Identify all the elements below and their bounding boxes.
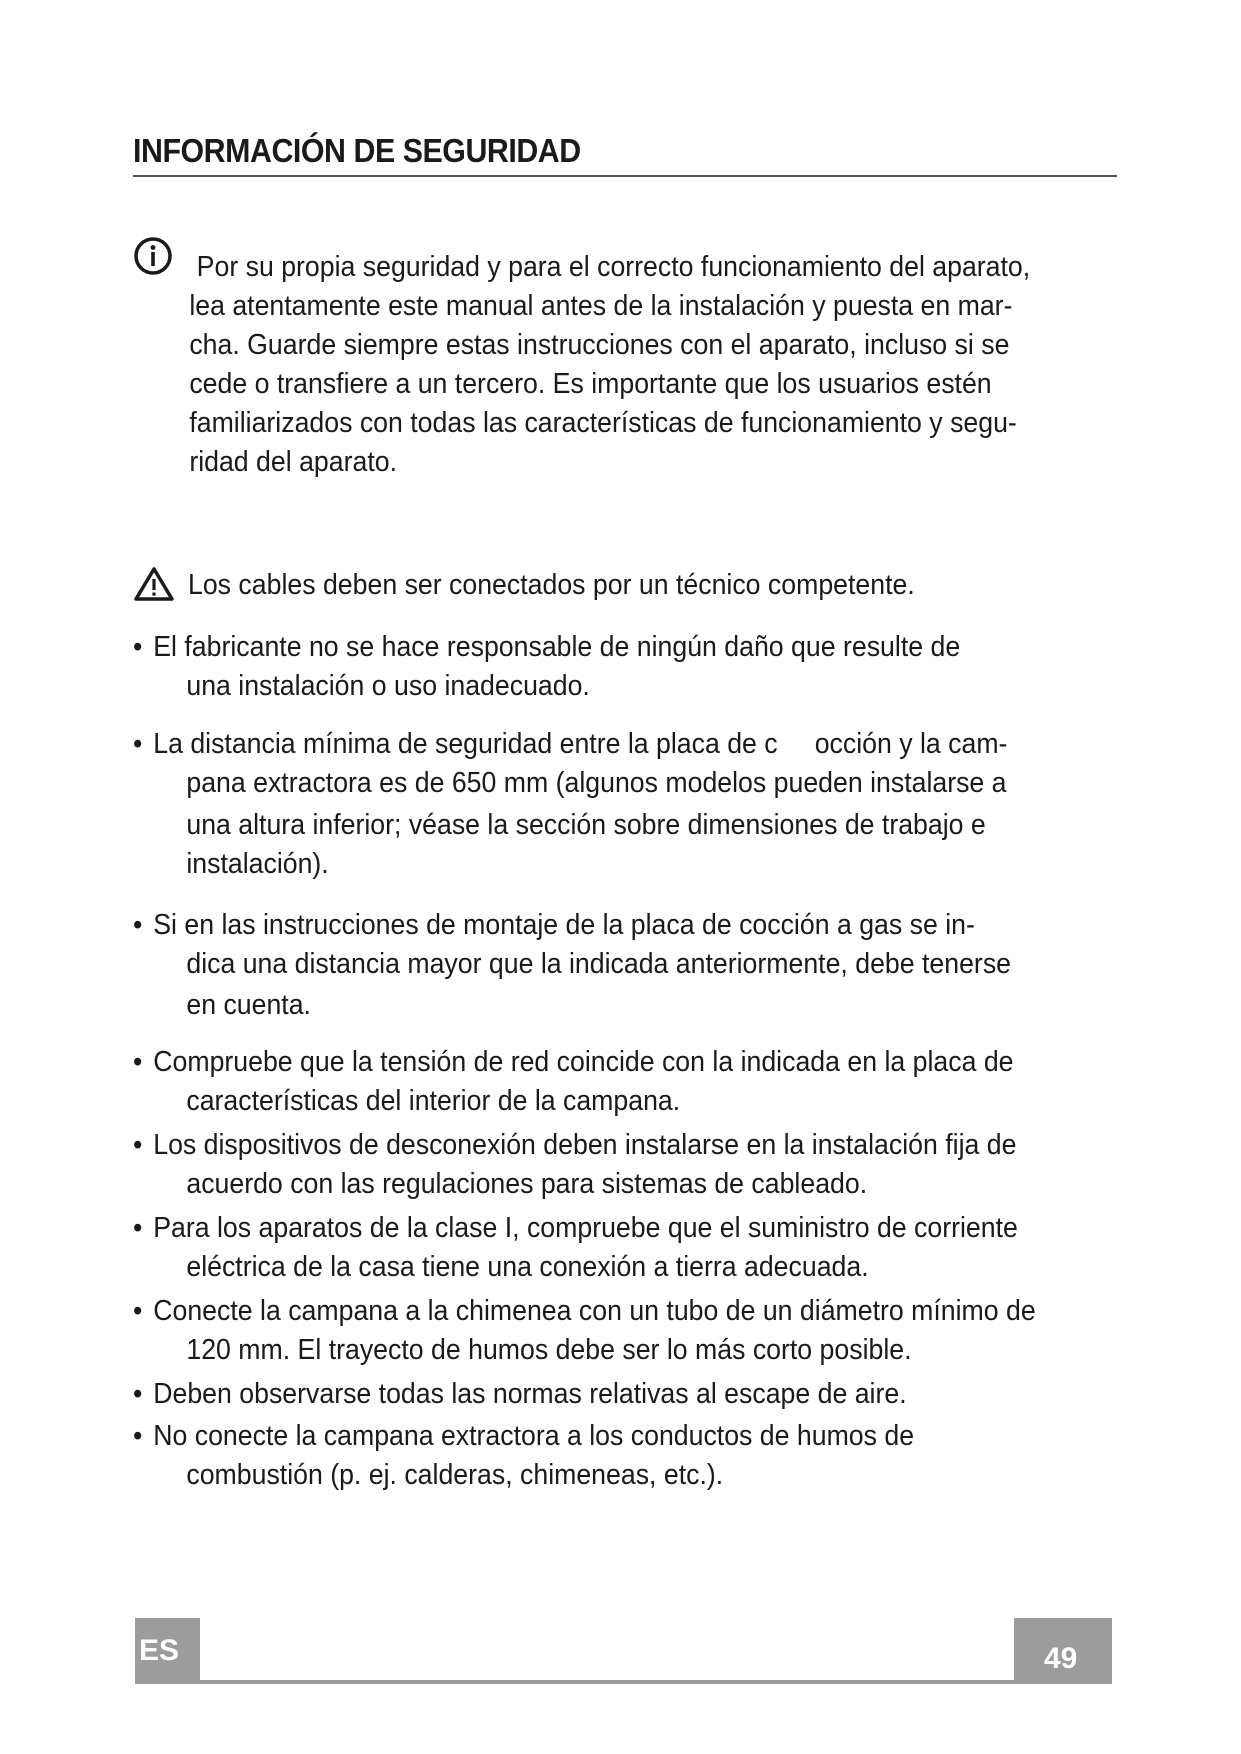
title-underline [133, 175, 1117, 177]
page-number: 49 [1044, 1642, 1078, 1675]
list-item-text: eléctrica de la casa tiene una conexión a tierra adecuada. [186, 1251, 869, 1283]
list-item [133, 1292, 1053, 1370]
bullet-dot: • [133, 631, 143, 663]
language-badge [135, 1618, 200, 1684]
list-item-text: El fabricante no se hace responsable de ningún daño que resulte de [153, 631, 961, 663]
bullet-dot: • [133, 1295, 143, 1327]
list-item-text: pana extractora es de 650 mm (algunos modelos pueden instalarse a [186, 767, 1007, 799]
list-item [133, 1375, 1053, 1414]
list-item-text: Para los aparatos de la clase I, compruebe que el suministro de corriente [153, 1212, 1018, 1244]
list-item-text: Compruebe que la tensión de red coincide con la indicada en la placa de [153, 1046, 1014, 1078]
language-label: ES [139, 1634, 180, 1667]
list-item [133, 1417, 1053, 1495]
intro-line: cede o transfiere a un tercero. Es importante que los usuarios estén [189, 368, 992, 400]
footer-rule [135, 1680, 1112, 1684]
list-item [133, 628, 1053, 706]
list-item-text: Deben observarse todas las normas relativas al escape de aire. [153, 1378, 907, 1410]
list-item [133, 906, 1053, 1025]
bullet-dot: • [133, 909, 143, 941]
bullet-dot: • [133, 1378, 143, 1410]
intro-paragraph [189, 248, 1047, 482]
bullet-dot: • [133, 728, 143, 760]
bullet-dot: • [133, 1212, 143, 1244]
intro-line: Por su propia seguridad y para el correcto funcionamiento del aparato, [196, 251, 1031, 283]
list-item-text: No conecte la campana extractora a los conductos de humos de [153, 1420, 915, 1452]
list-item-text: Conecte la campana a la chimenea con un tubo de un diámetro mínimo de [153, 1295, 1036, 1327]
bullet-dot: • [133, 1129, 143, 1161]
list-item-text: Si en las instrucciones de montaje de la placa de cocción a gas se in- [153, 909, 975, 941]
intro-line: cha. Guarde siempre estas instrucciones con el aparato, incluso si se [189, 329, 1010, 361]
list-item-text: una instalación o uso inadecuado. [186, 670, 590, 702]
list-item [133, 1126, 1053, 1204]
list-item-text: acuerdo con las regulaciones para sistemas de cableado. [186, 1168, 868, 1200]
list-item-text: Los dispositivos de desconexión deben instalarse en la instalación fija de [153, 1129, 1017, 1161]
list-item-text: instalación). [186, 848, 329, 880]
bullet-dot: • [133, 1420, 143, 1452]
info-circle-icon [133, 236, 173, 276]
warning-triangle-icon [133, 566, 175, 602]
page-number-badge [1014, 1618, 1112, 1684]
warning-text: Los cables deben ser conectados por un técnico competente. [188, 569, 915, 601]
intro-line: familiarizados con todas las características de funcionamiento y segu- [189, 407, 1017, 439]
list-item-text: 120 mm. El trayecto de humos debe ser lo más corto posible. [186, 1334, 912, 1366]
list-item-text: La distancia mínima de seguridad entre la placa de c occión y la cam- [153, 728, 1008, 760]
page-title: INFORMACIÓN DE SEGURIDAD [133, 132, 581, 169]
list-item-text: características del interior de la campana. [186, 1085, 681, 1117]
list-item-text: una altura inferior; véase la sección sobre dimensiones de trabajo e [186, 809, 986, 841]
list-item [133, 725, 1053, 884]
list-item [133, 1209, 1053, 1287]
list-item [133, 1043, 1053, 1121]
intro-line: lea atentamente este manual antes de la instalación y puesta en mar- [189, 290, 1013, 322]
list-item-text: dica una distancia mayor que la indicada anteriormente, debe tenerse [186, 948, 1011, 980]
list-item-text: en cuenta. [186, 989, 311, 1021]
list-item-text: combustión (p. ej. calderas, chimeneas, etc.). [186, 1459, 724, 1491]
intro-line: ridad del aparato. [189, 446, 397, 478]
bullet-dot: • [133, 1046, 143, 1078]
